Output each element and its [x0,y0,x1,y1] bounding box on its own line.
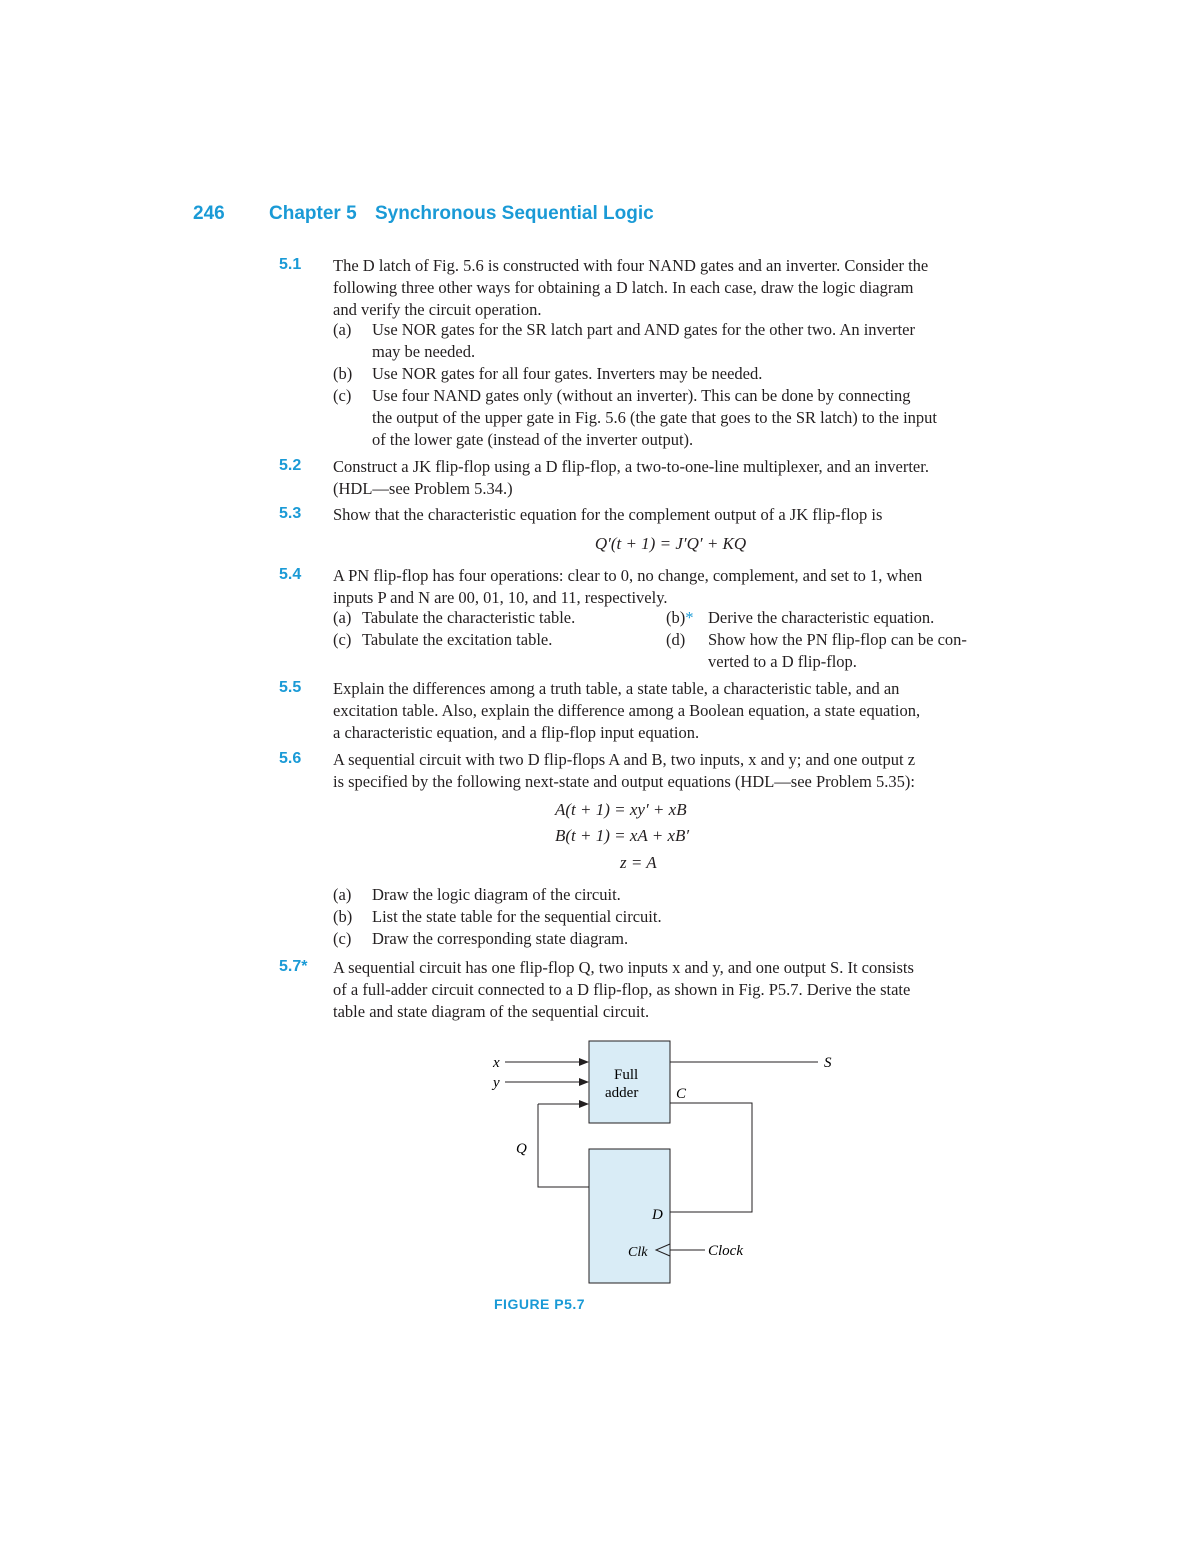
page-number: 246 [193,203,225,224]
problem-5-4-part-c-text: Tabulate the excitation table. [362,630,553,649]
equation-a-next: A(t + 1) = xy′ + xB [555,800,687,819]
problem-number-5-3: 5.3 [279,505,302,522]
problem-5-4-part-c-label: (c) [333,630,352,649]
text-line: table and state diagram of the sequential circuit. [333,1002,650,1021]
label-s: S [824,1055,832,1071]
text-line: (HDL—see Problem 5.34.) [333,479,513,498]
problem-number-5-1: 5.1 [279,256,302,273]
chapter-title: Synchronous Sequential Logic [375,203,654,224]
problem-number-5-6: 5.6 [279,750,302,767]
text-line: A sequential circuit with two D flip-flops A and B, two inputs, x and y; and one output z [333,750,916,769]
text-line: of a full-adder circuit connected to a D flip-flop, as shown in Fig. P5.7. Derive the state [333,980,911,999]
text-line: The D latch of Fig. 5.6 is constructed with four NAND gates and an inverter. Consider the [333,256,929,275]
problem-number-5-2: 5.2 [279,457,302,474]
problem-5-4-part-b-text: Derive the characteristic equation. [708,608,935,627]
text-line: A sequential circuit has one flip-flop Q, two inputs x and y, and one output S. It consists [333,958,914,977]
label-y: y [493,1075,500,1091]
label-d: D [652,1207,663,1223]
text-line: may be needed. [372,342,476,361]
problem-5-4-part-a-label: (a) [333,608,352,627]
problem-number-5-5: 5.5 [279,679,302,696]
carry-to-d-wire [670,1103,752,1212]
chapter-label: Chapter 5 [269,203,357,224]
text-line: of the lower gate (instead of the inverter output). [372,430,694,449]
text-line: the output of the upper gate in Fig. 5.6 (the gate that goes to the SR latch) to the input [372,408,938,427]
problem-number-5-4: 5.4 [279,566,302,583]
text-line: Use four NAND gates only (without an inverter). This can be done by connecting [372,386,911,405]
equation-b-next: B(t + 1) = xA + xB′ [555,826,690,845]
star-marker: * [685,608,694,627]
problem-5-6-part-b: (b) List the state table for the sequential circuit. [333,907,662,926]
text-line: A PN flip-flop has four operations: clear to 0, no change, complement, and set to 1, when [333,566,923,585]
problem-5-4-part-d-text: Show how the PN flip-flop can be con- verted to a D flip-flop. [708,630,967,671]
full-adder-label-line2: adder [605,1085,639,1101]
problem-5-6-part-c: (c) Draw the corresponding state diagram. [333,929,629,948]
label-clk: Clk [628,1245,648,1260]
label-c: C [676,1086,687,1102]
text-line: and verify the circuit operation. [333,300,542,319]
problem-5-1-part-b: (b) Use NOR gates for all four gates. Inverters may be needed. [333,363,1008,385]
full-adder-label-line1: Full [614,1067,639,1083]
label-clock: Clock [708,1243,743,1259]
problem-5-1-part-a: (a) Use NOR gates for the SR latch part and AND gates for the other two. An inverter may be needed. [333,319,1008,363]
text-line: Construct a JK flip-flop using a D flip-flop, a two-to-one-line multiplexer, and an inverter. [333,457,929,476]
text-line: Explain the differences among a truth table, a state table, a characteristic table, and an [333,679,900,698]
text-line: inputs P and N are 00, 01, 10, and 11, respectively. [333,588,668,607]
equation-q-complement: Q′(t + 1) = J′Q′ + KQ [594,534,747,553]
label-x: x [493,1055,500,1071]
problem-5-1-part-c: (c) Use four NAND gates only (without an inverter). This can be done by connecting the output of the upper gate in Fig. 5.6 (the gate that goes to the SR latch) to the input of the lower gate (instead of the inverter output). [333,385,1008,451]
text-line: excitation table. Also, explain the difference among a Boolean equation, a state equation, [333,701,921,720]
label-q: Q [516,1141,527,1157]
text-line: following three other ways for obtaining a D latch. In each case, draw the logic diagram [333,278,914,297]
star-marker: * [301,958,308,975]
text-line: a characteristic equation, and a flip-flop input equation. [333,723,700,742]
text-line: Show that the characteristic equation for the complement output of a JK flip-flop is [333,505,883,524]
problem-5-4-part-d-label: (d) [666,630,686,649]
equation-z: z = A [620,853,657,872]
figure-caption: FIGURE P5.7 [494,1296,586,1312]
q-feedback-wire [538,1104,589,1187]
problem-5-6-part-a: (a) Draw the logic diagram of the circuit. [333,885,621,904]
text-line: Use NOR gates for all four gates. Inverters may be needed. [372,364,763,383]
text-line: Use NOR gates for the SR latch part and AND gates for the other two. An inverter [372,320,915,339]
text-line: is specified by the following next-state and output equations (HDL—see Problem 5.35): [333,772,915,791]
problem-5-4-part-b-label: (b)* [666,608,694,627]
problem-number-5-7: 5.7* [279,958,308,975]
problem-5-4-part-a-text: Tabulate the characteristic table. [362,608,576,627]
